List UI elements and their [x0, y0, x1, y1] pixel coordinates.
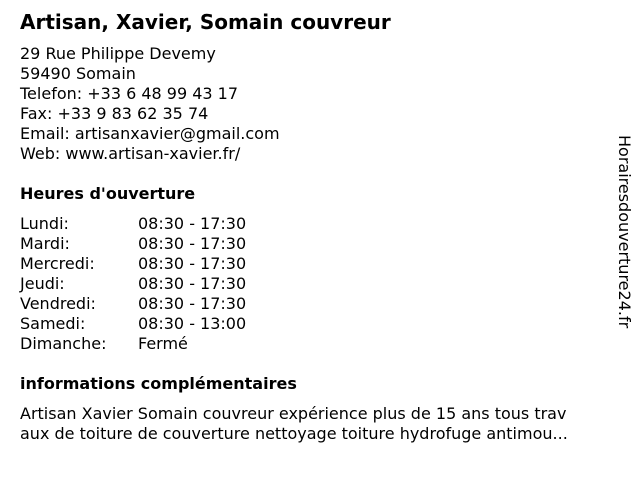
hours-day: Lundi: [20, 214, 69, 233]
hours-time: 08:30 - 17:30 [138, 274, 247, 293]
phone-line: Telefon: +33 6 48 99 43 17 [20, 84, 239, 103]
hours-row [20, 334, 280, 354]
hours-time: 08:30 - 13:00 [138, 314, 247, 333]
web-line: Web: www.artisan-xavier.fr/ [20, 144, 241, 163]
contact-block [20, 44, 280, 164]
business-title: Artisan, Xavier, Somain couvreur [20, 10, 391, 34]
hours-row [20, 214, 280, 234]
hours-day: Samedi: [20, 314, 86, 333]
hours-row [20, 254, 280, 274]
info-description [20, 404, 620, 444]
hours-heading: Heures d'ouverture [20, 184, 196, 203]
hours-row [20, 234, 280, 254]
address-line-2: 59490 Somain [20, 64, 136, 83]
info-line-1: Artisan Xavier Somain couvreur expérience plus de 15 ans tous trav [20, 404, 567, 423]
hours-day: Vendredi: [20, 294, 96, 313]
hours-row [20, 314, 280, 334]
hours-day: Mardi: [20, 234, 70, 253]
fax-line: Fax: +33 9 83 62 35 74 [20, 104, 209, 123]
hours-time: 08:30 - 17:30 [138, 234, 247, 253]
hours-row [20, 274, 280, 294]
hours-time: 08:30 - 17:30 [138, 294, 247, 313]
hours-day: Mercredi: [20, 254, 95, 273]
hours-day: Jeudi: [20, 274, 65, 293]
hours-time: Fermé [138, 334, 188, 353]
address-line-1: 29 Rue Philippe Devemy [20, 44, 216, 63]
info-heading: informations complémentaires [20, 374, 297, 393]
hours-row [20, 294, 280, 314]
hours-table [20, 214, 280, 354]
info-line-2: aux de toiture de couverture nettoyage toiture hydrofuge antimou... [20, 424, 568, 443]
hours-time: 08:30 - 17:30 [138, 214, 247, 233]
hours-time: 08:30 - 17:30 [138, 254, 247, 273]
hours-day: Dimanche: [20, 334, 107, 353]
email-line: Email: artisanxavier@gmail.com [20, 124, 280, 143]
site-watermark: Horairesdouverture24.fr [615, 135, 634, 329]
